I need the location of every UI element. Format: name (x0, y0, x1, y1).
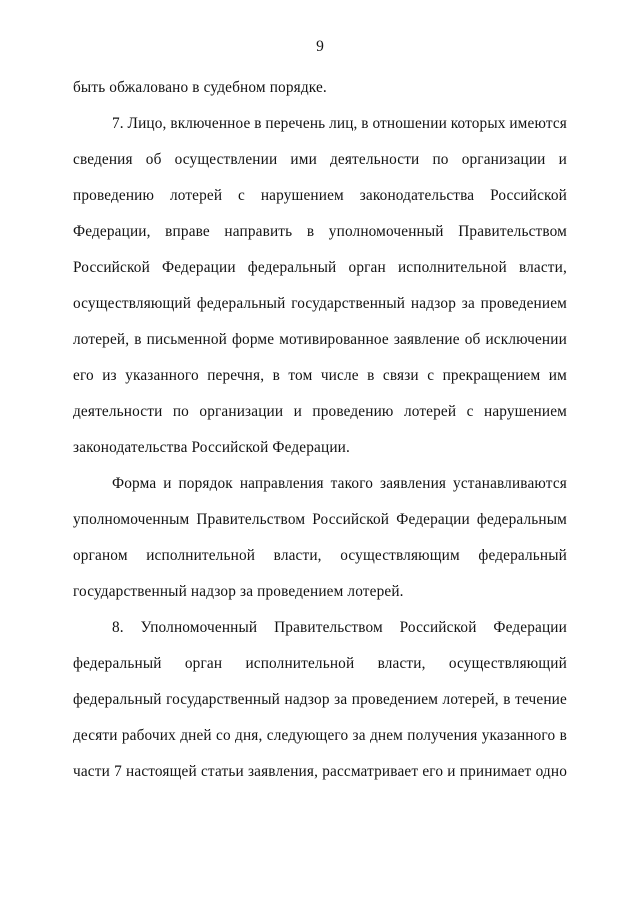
text-line (73, 178, 567, 214)
word: по (432, 151, 449, 168)
word: такого (330, 475, 374, 492)
word: Федерации (162, 259, 236, 276)
word: деятельности (73, 403, 163, 420)
word: указанного (125, 367, 199, 384)
word: днем (369, 727, 403, 744)
word: в (134, 331, 142, 348)
word: деятельности (329, 151, 420, 168)
word: государственный (291, 295, 406, 312)
word: лотерей (403, 403, 457, 420)
text-line (73, 322, 567, 358)
word: с (466, 403, 474, 420)
text-line (73, 106, 567, 142)
text-line (73, 754, 567, 790)
word: дня, (235, 727, 263, 744)
word: лотерей, (73, 331, 130, 348)
word: Уполномоченный (140, 619, 258, 636)
word: за (461, 295, 475, 312)
word: направления (239, 475, 324, 492)
word: проведению (312, 403, 394, 420)
text-line (73, 466, 567, 502)
text-line (73, 610, 567, 646)
word: проведением (351, 691, 439, 708)
word: об (464, 331, 481, 348)
word: том (288, 367, 313, 384)
word: лотерей (169, 187, 223, 204)
word: Правительством (458, 223, 567, 240)
word: Федерации (396, 511, 470, 528)
word: перечень (265, 115, 326, 132)
word: об (145, 151, 162, 168)
word: в (361, 115, 369, 132)
text-line (73, 646, 567, 682)
word: с (427, 367, 435, 384)
text-line (73, 214, 567, 250)
word: за (352, 727, 366, 744)
word: Российской (312, 511, 390, 528)
word: форме (231, 331, 275, 348)
word: настоящей (126, 763, 197, 780)
word: власти, (518, 259, 567, 276)
word: течение (515, 691, 567, 708)
word: с (238, 187, 245, 204)
word: органом (73, 547, 128, 564)
text-line (73, 250, 567, 286)
word: отношении (372, 115, 447, 132)
text-line: государственный надзор за проведением лотерей. (73, 583, 404, 600)
word: и (163, 475, 172, 492)
word: рабочих (121, 727, 176, 744)
word: порядок (178, 475, 233, 492)
text-line (73, 682, 567, 718)
text-line (73, 538, 567, 574)
word: 8. (112, 619, 124, 636)
word: осуществляющим (340, 547, 460, 564)
word: Российской (490, 187, 567, 204)
word: осуществляющий (448, 655, 567, 672)
page-number: 9 (316, 38, 324, 55)
word: ими (290, 151, 317, 168)
text-line (73, 502, 567, 538)
word: орган (348, 259, 386, 276)
word: заявления, (247, 763, 319, 780)
word: надзор (284, 691, 330, 708)
word: им (548, 367, 567, 384)
word: федеральный (247, 259, 337, 276)
word: исполнительной (397, 259, 507, 276)
word: по (172, 403, 189, 420)
word: государственный (166, 691, 281, 708)
word: в (254, 115, 262, 132)
word: в (367, 367, 375, 384)
word: вправе (165, 223, 210, 240)
word: из (102, 367, 117, 384)
word: лотерей, (442, 691, 499, 708)
word: его (73, 367, 94, 384)
word: части (73, 763, 110, 780)
word: исключении (485, 331, 567, 348)
word: 7. (112, 115, 124, 132)
word: лиц, (329, 115, 358, 132)
word: проведению (73, 187, 155, 204)
word: статьи (200, 763, 244, 780)
word: которых (450, 115, 506, 132)
word: получения (407, 727, 478, 744)
word: включенное (170, 115, 251, 132)
word: со (216, 727, 231, 744)
word: указанного (481, 727, 556, 744)
word: рассматривает (322, 763, 419, 780)
word: нарушением (483, 403, 567, 420)
word: Российской (399, 619, 477, 636)
word: Российской (73, 259, 150, 276)
word: его (422, 763, 444, 780)
word: осуществляющий (73, 295, 192, 312)
word: сведения (73, 151, 133, 168)
text-line (73, 718, 567, 754)
word: в (272, 367, 280, 384)
word: и (558, 151, 567, 168)
text-line (73, 394, 567, 430)
word: Форма (112, 475, 157, 492)
word: федеральный (196, 295, 286, 312)
word: уполномоченным (73, 511, 190, 528)
word: принимает (459, 763, 532, 780)
word: федеральный (478, 547, 567, 564)
word: в (559, 727, 567, 744)
word: Правительством (274, 619, 383, 636)
word: власти, (377, 655, 426, 672)
word: организации (199, 403, 284, 420)
text-line (73, 286, 567, 322)
word: законодательства (359, 187, 475, 204)
word: и (447, 763, 456, 780)
word: направить (224, 223, 293, 240)
word: власти, (273, 547, 322, 564)
word: федеральный (73, 655, 162, 672)
word: исполнительной (245, 655, 355, 672)
word: дней (180, 727, 212, 744)
word: в (306, 223, 315, 240)
word: за (334, 691, 348, 708)
text-line (73, 142, 567, 178)
word: десяти (73, 727, 118, 744)
text-line: законодательства Российской Федерации. (73, 439, 350, 456)
word: Лицо, (127, 115, 167, 132)
word: надзор (410, 295, 457, 312)
text-line (73, 358, 567, 394)
word: нарушением (260, 187, 344, 204)
text-line: быть обжаловано в судебном порядке. (73, 79, 327, 96)
word: одно (535, 763, 567, 780)
word: заявления (380, 475, 447, 492)
word: Правительством (196, 511, 306, 528)
word: федеральным (476, 511, 567, 528)
word: устанавливаются (453, 475, 567, 492)
word: федеральный (73, 691, 162, 708)
word: и (293, 403, 302, 420)
word: мотивированное (279, 331, 389, 348)
word: проведением (480, 295, 567, 312)
word: Федерации, (73, 223, 151, 240)
word: заявление (393, 331, 460, 348)
word: орган (184, 655, 223, 672)
word: исполнительной (146, 547, 256, 564)
word: числе (320, 367, 359, 384)
word: следующего (266, 727, 349, 744)
word: перечня, (207, 367, 265, 384)
word: связи (382, 367, 419, 384)
word: в (503, 691, 511, 708)
word: имеются (509, 115, 567, 132)
word: уполномоченный (328, 223, 444, 240)
word: 7 (114, 763, 122, 780)
word: Федерации (493, 619, 567, 636)
word: письменной (146, 331, 227, 348)
document-body (73, 70, 567, 790)
word: осуществлении (174, 151, 278, 168)
word: прекращением (442, 367, 541, 384)
word: организации (461, 151, 546, 168)
